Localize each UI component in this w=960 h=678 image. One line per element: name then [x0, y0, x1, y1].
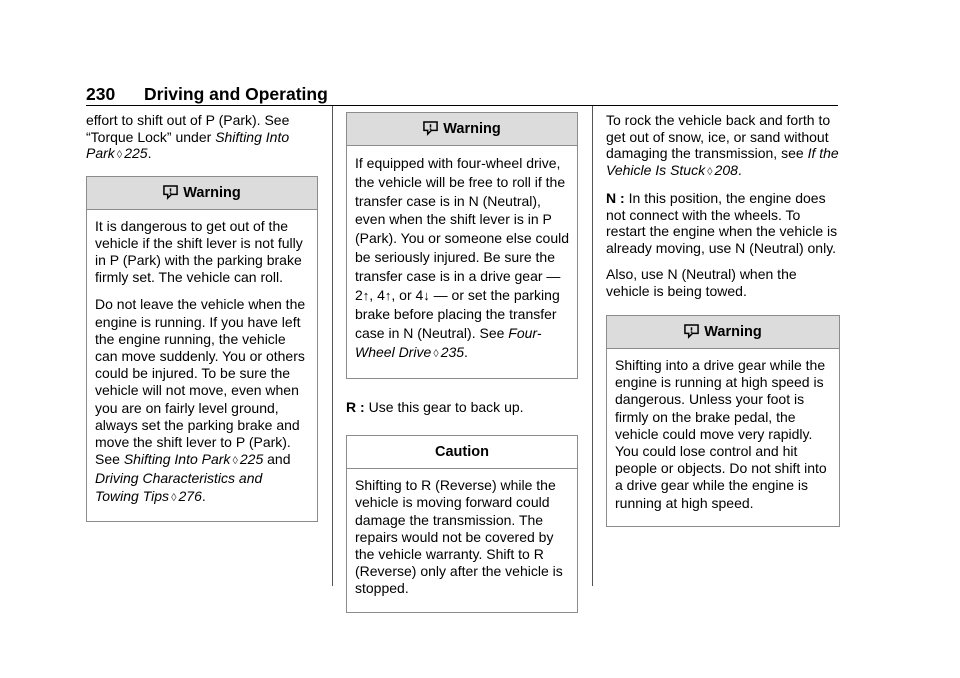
warning-header — [87, 177, 317, 210]
warning-paragraph: If equipped with four-wheel drive, the vehicle will be free to roll if the transfer case is in N (Neutral), even when the shift lever is in P (Park). You or someone else could be seriously injured. Be sure the transfer case is in a drive gear — 2↑, 4↑, or 4↓ — or set the parking brake before placing the transfer case in N (Neutral). See Four-Wheel Drive ◊ 235. — [355, 155, 570, 360]
page-number: 230 — [86, 84, 116, 104]
column-divider-2 — [592, 106, 593, 586]
warning-title: Warning — [183, 184, 241, 201]
warning-box-four-wheel — [346, 112, 578, 379]
intro-paragraph: effort to shift out of P (Park). See “Torque Lock” under Shifting Into Park ◊ 225. — [86, 112, 290, 161]
link-four-wheel-drive[interactable]: Four-Wheel Drive — [355, 325, 542, 360]
column-2 — [346, 112, 578, 627]
warning-paragraph-2: Do not leave the vehicle when the engine is running. If you have left the engine running, the vehicle can move suddenly. You or others could be injured. To be sure the vehicle will not move, even when you are on fairly level ground, always set the parking brake and move the shift lever to P (Park). See Shifting Into Park ◊ 225 and Driving Characteristics and Towing Tips ◊ 276. — [95, 296, 306, 504]
page-ref-icon: ◊ — [116, 149, 123, 161]
gear-label-n: N : — [606, 190, 625, 206]
warning-box-high-speed — [606, 315, 840, 527]
caution-header: Caution — [347, 436, 577, 469]
caution-box-reverse — [346, 435, 578, 612]
warning-body — [87, 210, 317, 521]
column-3 — [606, 112, 840, 541]
warning-icon — [163, 185, 178, 200]
rock-vehicle-paragraph: To rock the vehicle back and forth to get out of snow, ice, or sand without damaging the transmission, see If the Vehicle Is Stuck ◊ 208. — [606, 112, 839, 178]
link-vehicle-stuck[interactable]: If the Vehicle Is Stuck — [606, 145, 839, 178]
warning-icon — [423, 121, 438, 136]
towed-paragraph: Also, use N (Neutral) when the vehicle is being towed. — [606, 266, 797, 299]
page-ref-276[interactable]: 276 — [178, 487, 202, 504]
warning-header — [607, 316, 839, 349]
caution-body — [347, 469, 577, 611]
page-ref-icon: ◊ — [232, 455, 238, 468]
caution-paragraph: Shifting to R (Reverse) while the vehicle is moving forward could damage the transmission. The repairs would not be covered by the vehicle warranty. Shift to R (Reverse) only after the vehicle is stopped. — [355, 477, 563, 597]
column-divider-1 — [332, 106, 333, 586]
warning-paragraph: Shifting into a drive gear while the engine is running at high speed is dangerous. Unless your foot is firmly on the brake pedal, the vehicle could move very rapidly. You could lose control and hit people or objects. Do not shift into a drive gear while the engine is running at high speed. — [615, 357, 827, 511]
section-title: Driving and Operating — [144, 84, 328, 104]
arrow-up-icon: ↑ — [362, 287, 370, 303]
warning-title: Warning — [443, 121, 501, 137]
page-ref-icon: ◊ — [433, 347, 439, 360]
warning-header — [347, 113, 577, 146]
page-ref-225[interactable]: 225 — [124, 145, 148, 161]
page-ref-icon: ◊ — [171, 491, 177, 504]
warning-body — [347, 146, 577, 378]
warning-title: Warning — [704, 324, 762, 340]
page-ref-235[interactable]: 235 — [440, 343, 465, 360]
neutral-gear-paragraph: N : In this position, the engine does not connect with the wheels. To restart the engine when the vehicle is already moving, use N (Neutral) only. — [606, 190, 838, 256]
warning-icon — [684, 324, 699, 339]
gear-label-r: R : — [346, 398, 365, 415]
page-ref-208[interactable]: 208 — [714, 161, 738, 178]
warning-body — [607, 349, 839, 526]
warning-paragraph-1: It is dangerous to get out of the vehicle if the shift lever is not fully in P (Park) with the parking brake firmly set. The vehicle can roll. — [95, 217, 303, 286]
link-shifting-into-park[interactable]: Shifting Into Park — [123, 451, 231, 468]
warning-box-park — [86, 176, 318, 522]
link-shifting-into-park[interactable]: Shifting Into Park — [86, 128, 290, 161]
reverse-gear-paragraph: R : Use this gear to back up. — [346, 398, 524, 415]
arrow-up-icon: ↑ — [384, 287, 392, 303]
page-ref-225[interactable]: 225 — [239, 451, 264, 468]
column-1 — [86, 112, 318, 536]
page-header — [86, 84, 328, 105]
arrow-down-icon: ↓ — [423, 287, 430, 303]
page-ref-icon: ◊ — [707, 165, 713, 178]
link-driving-characteristics[interactable]: Driving Characteristics and Towing Tips — [95, 470, 263, 504]
header-rule — [86, 105, 838, 106]
